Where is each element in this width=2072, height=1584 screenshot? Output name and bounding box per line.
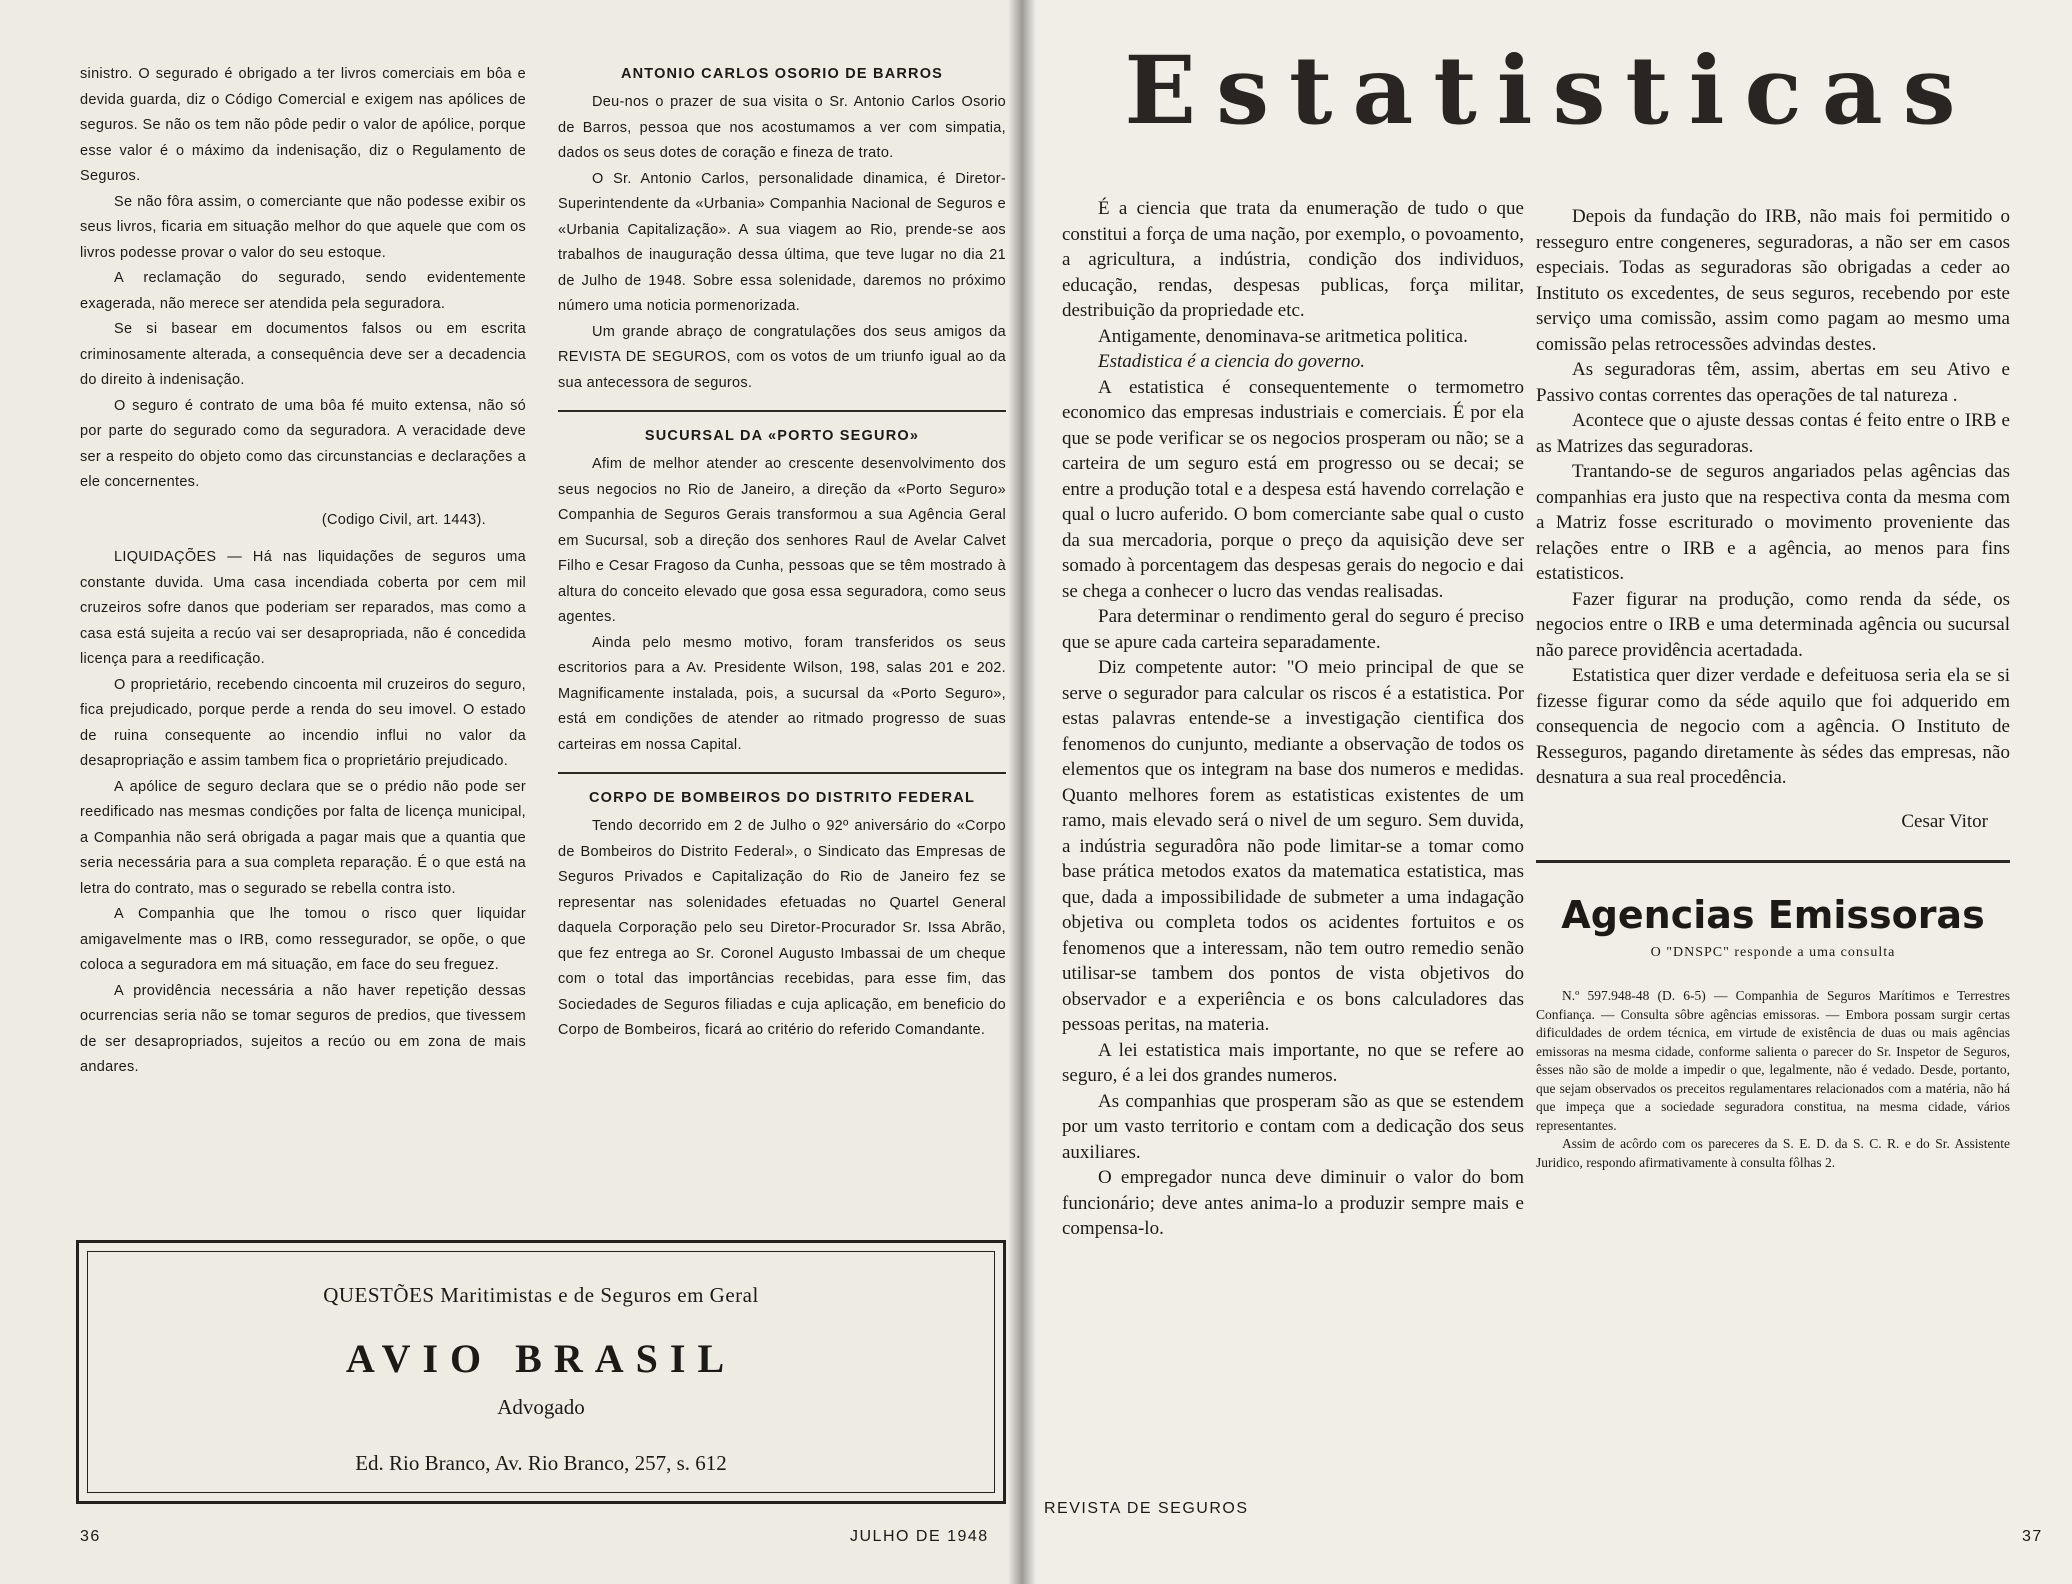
right-column-2 [1536, 204, 2010, 1172]
paragraph: A estatistica é consequentemente o termometro economico das empresas industriais e comerciais. É por ela que se pode verificar se os negocios prosperam ou não; se a carteira de um seguro está em progresso ou se decai; se entre a produção total e a despesa está havendo correlação e qual o lucro auferido. O bom comerciante sabe qual o custo da sua mercadoria, porque o preço da aquisição deve ser somado à porcentagem das despesas gerais do negocio e dai se chega a conhecer o lucro das vendas realisadas. [1062, 376, 1524, 602]
page-title: Estatisticas [1124, 36, 1976, 146]
paragraph: O seguro é contrato de uma bôa fé muito extensa, não só por parte do segurado como da seguradora. A veracidade deve ser a respeito do objeto como das circunstancias e declarações a ele concernentes. [80, 397, 526, 490]
section-title: ANTONIO CARLOS OSORIO DE BARROS [620, 66, 944, 82]
section-divider [1536, 860, 2010, 863]
paragraph: Antigamente, denominava-se aritmetica politica. [1098, 325, 1468, 347]
right-column-1 [1062, 196, 1524, 1242]
paragraph: Depois da fundação do IRB, não mais foi permitido o resseguro entre congeneres, seguradoras, a não ser em casos especiais. Todas as seguradoras são obrigadas a ceder ao Instituto os excedentes, de seus seguros, recebendo por este serviço uma comissão, assim como pagam ao mesmo uma comissão pelas retrocessões advindas destes. [1536, 206, 2010, 355]
paragraph: Estatistica quer dizer verdade e defeituosa seria ela se si fizesse figurar como da séde aquilo que foi adquerido em consequencia de negocio com a agência. O Instituto de Resseguros, pagando diretamente às sédes das empresas, não desnatura a sua real procedência. [1536, 665, 2010, 788]
paragraph: Se não fôra assim, o comerciante que não podesse exibir os seus livros, ficaria em situação melhor do que aquele que com os livros podesse provar o valor do seu estoque. [80, 193, 526, 261]
issue-date: JULHO DE 1948 [850, 1528, 989, 1545]
section-divider [558, 772, 1006, 774]
paragraph: A providência necessária a não haver repetição dessas ocurrencias seria não se tomar seguros de predios, que tivessem de ser desapropriados, sujeitos a recúo ou em zona de mais andares. [80, 982, 526, 1075]
paragraph: A lei estatistica mais importante, no que se refere ao seguro, é a lei dos grandes numeros. [1062, 1039, 1524, 1086]
paragraph: A apólice de seguro declara que se o prédio não pode ser reedificado nas mesmas condições por falta de licença municipal, a Companhia não será obrigada a pagar mais que a quantia que seria necessária para a sua completa reparação. É o que está na letra do contrato, mas o segurado se rebella contra isto. [80, 778, 526, 897]
paragraph: Tendo decorrido em 2 de Julho o 92º aniversário do «Corpo de Bombeiros do Distrito Federal», o Sindicato das Empresas de Seguros Privados e Capitalização do Rio de Janeiro fez se representar nas solenidades efetuadas no Quartel General daquela Corporação pelo seu Diretor-Procurador Sr. Issa Abrão, que fez entrega ao Sr. Coronel Augusto Imbassai de um cheque com o total das importâncias recebidas, para esse fim, das Sociedades de Seguros filiadas e cuja aplicação, em beneficio do Corpo de Bombeiros, ficará ao critério do referido Comandante. [558, 818, 1006, 1038]
left-page [0, 0, 1020, 1584]
paragraph: Fazer figurar na produção, como renda da séde, os negocios entre o IRB e uma determinada agência ou sucursal não parece providência acertadada. [1536, 588, 2010, 661]
paragraph: Diz competente autor: "O meio principal de que se serve o segurador para calcular os riscos é a estatistica. Por estas palavras entende-se a investigação cientifica dos fenomenos do cunjunto, mediante a observação de todos os elementos que os integram na base dos numeros e medidas. Quanto melhores forem as estatisticas existentes de um ramo, mais elevado será o nivel de um seguro. Sem duvida, a indústria seguradôra não pode limitar-se a tomar como base prática metodos exatos da matematica estatistica, mas que, dada a impossibilidade de submeter a uma indagação objetiva ou completa todos os acidentes fortuitos e os fenomenos que a interessam, não tem outro remedio senão utilisar-se tambem dos pontos de vista objetivos do observador e a experiência e os bons calculadores das pessoas peritas, na materia. [1062, 657, 1524, 1035]
right-page [1020, 0, 2072, 1584]
author-signature: Cesar Vitor [1901, 810, 1988, 832]
magazine-name: REVISTA DE SEGUROS [1044, 1500, 1249, 1517]
paragraph: Se si basear em documentos falsos ou em escrita criminosamente alterada, a consequência deve ser a decadencia do direito à indenisação. [80, 321, 526, 388]
paragraph: N.º 597.948-48 (D. 6-5) — Companhia de Seguros Marítimos e Terrestres Confiança. — Consulta sôbre agências emissoras. — Embora possam surgir certas dificuldades de ordem técnica, em virtude de existência de duas ou mais agências emissoras na mesma cidade, conforme salienta o parecer do Sr. Inspetor de Seguros, êsses não são de molde a impedir o que, legalmente, não é vedado. Desde, portanto, que sejam observados os preceitos regulamentares relacionados com a matéria, não há que impeça que a sociedade seguradora constitua, na mesma cidade, vários representantes. [1536, 988, 2010, 1133]
section-divider [558, 410, 1006, 412]
section-title: Agencias Emissoras [1561, 893, 1985, 937]
paragraph: Estadistica é a ciencia do governo. [1098, 351, 1365, 372]
paragraph: Ainda pelo mesmo motivo, foram transferidos os seus escritorios para a Av. Presidente Wilson, 198, salas 201 e 202. Magnificamente instalada, pois, a sucursal da «Porto Seguro», está em condições de atender ao ritmado progresso de suas carteiras em nossa Capital. [558, 634, 1006, 753]
paragraph: As seguradoras têm, assim, abertas em seu Ativo e Passivo contas correntes das operações de tal natureza . [1536, 359, 2010, 406]
page-gutter [1008, 0, 1036, 1584]
paragraph: O proprietário, recebendo cincoenta mil cruzeiros do seguro, fica prejudicado, porque perde a renda do seu imovel. O estado de ruina consequente ao incendio influi no valor da desapropriação e assim tambem fica o proprietário prejudicado. [80, 676, 526, 769]
paragraph: Assim de acôrdo com os pareceres da S. E. D. da S. C. R. e do Sr. Assistente Juridico, respondo afirmativamente à consulta fôlhas 2. [1536, 1136, 2010, 1170]
left-column-1 [80, 62, 526, 1081]
paragraph: Para determinar o rendimento geral do seguro é preciso que se apure cada carteira separadamente. [1062, 606, 1524, 653]
section-subtitle: O "DNSPC" responde a uma consulta [1650, 945, 1896, 960]
paragraph: sinistro. O segurado é obrigado a ter livros comerciais em bôa e devida guarda, diz o Código Comercial e exigem nas apólices de seguros. Se não os tem não pôde pedir o valor de apólice, porque esse valor é o máximo da indenisação, diz o Regulamento de Seguros. [80, 66, 526, 184]
paragraph: Acontece que o ajuste dessas contas é feito entre o IRB e as Matrizes das seguradoras. [1536, 410, 2010, 457]
section-title: SUCURSAL DA «PORTO SEGURO» [644, 428, 920, 444]
paragraph: Trantando-se de seguros angariados pelas agências das companhias era justo que na respectiva conta da mesma com a Matriz fosse escriturado o movimento proveniente das relações entre o IRB e a agência, ao menos para fins estatisticos. [1536, 461, 2010, 584]
paragraph: O empregador nunca deve diminuir o valor do bom funcionário; deve antes anima-lo a produzir sempre mais e compensa-lo. [1062, 1167, 1524, 1239]
paragraph: A Companhia que lhe tomou o risco quer liquidar amigavelmente mas o IRB, como ressegurador, se opõe, o que coloca a seguradora em má situação, em face do seu freguez. [80, 906, 526, 973]
page-number: 37 [2022, 1528, 2043, 1545]
paragraph: Deu-nos o prazer de sua visita o Sr. Antonio Carlos Osorio de Barros, pessoa que nos acostumamos a ver com simpatia, dados os seus dotes de coração e fineza de trato. [558, 94, 1006, 161]
ad-profession: Advogado [497, 1395, 585, 1419]
section-title: CORPO DE BOMBEIROS DO DISTRITO FEDERAL [588, 790, 976, 806]
paragraph: A reclamação do segurado, sendo evidentemente exagerada, não merece ser atendida pela seguradora. [80, 270, 526, 312]
paragraph: Um grande abraço de congratulações dos seus amigos da REVISTA DE SEGUROS, com os votos de um triunfo igual ao da sua antecessora de seguros. [558, 323, 1006, 391]
paragraph: É a ciencia que trata da enumeração de tudo o que constitui a força de uma nação, por exemplo, o povoamento, a agricultura, a indústria, condição dos individuos, educação, rendas, despesas publicas, força militar, destribuição da propriedade etc. [1062, 198, 1524, 321]
paragraph: As companhias que prosperam são as que se estendem por um vasto territorio e contam com a dedicação dos seus auxiliares. [1062, 1090, 1524, 1163]
ad-address: Ed. Rio Branco, Av. Rio Branco, 257, s. 612 [355, 1451, 727, 1475]
left-column-2 [558, 66, 1006, 1044]
citation: (Codigo Civil, art. 1443). [321, 511, 486, 528]
ad-tagline: QUESTÕES Maritimistas e de Seguros em Geral [323, 1283, 759, 1307]
paragraph: Afim de melhor atender ao crescente desenvolvimento dos seus negocios no Rio de Janeiro, a direção da «Porto Seguro» Companhia de Seguros Gerais transformou a sua Agência Geral em Sucursal, sob a direção dos senhores Raul de Avelar Calvet Filho e Cesar Fragoso da Cunha, pessoas que se têm mostrado à altura do conceito elevado que gosa essa seguradora, como seus agentes. [558, 456, 1006, 625]
paragraph: LIQUIDAÇÕES — Há nas liquidações de seguros uma constante duvida. Uma casa incendiada coberta por cem mil cruzeiros sofre danos que poderiam ser reparados, mas como a casa está sujeita a recúo vai ser desapropriada, não é concedida licença para a reedificação. [80, 549, 526, 667]
advertisement-box [76, 1240, 1006, 1504]
paragraph: O Sr. Antonio Carlos, personalidade dinamica, é Diretor-Superintendente da «Urbania» Companhia Nacional de Seguros e «Urbania Capitalização». A sua viagem ao Rio, prende-se aos trabalhos de inauguração dessa última, que teve lugar no dia 21 de Julho de 1948. Sobre essa solenidade, daremos no próximo número uma noticia pormenorizada. [558, 170, 1006, 314]
page-number: 36 [80, 1528, 101, 1545]
ad-name: AVIO BRASIL [345, 1336, 737, 1381]
